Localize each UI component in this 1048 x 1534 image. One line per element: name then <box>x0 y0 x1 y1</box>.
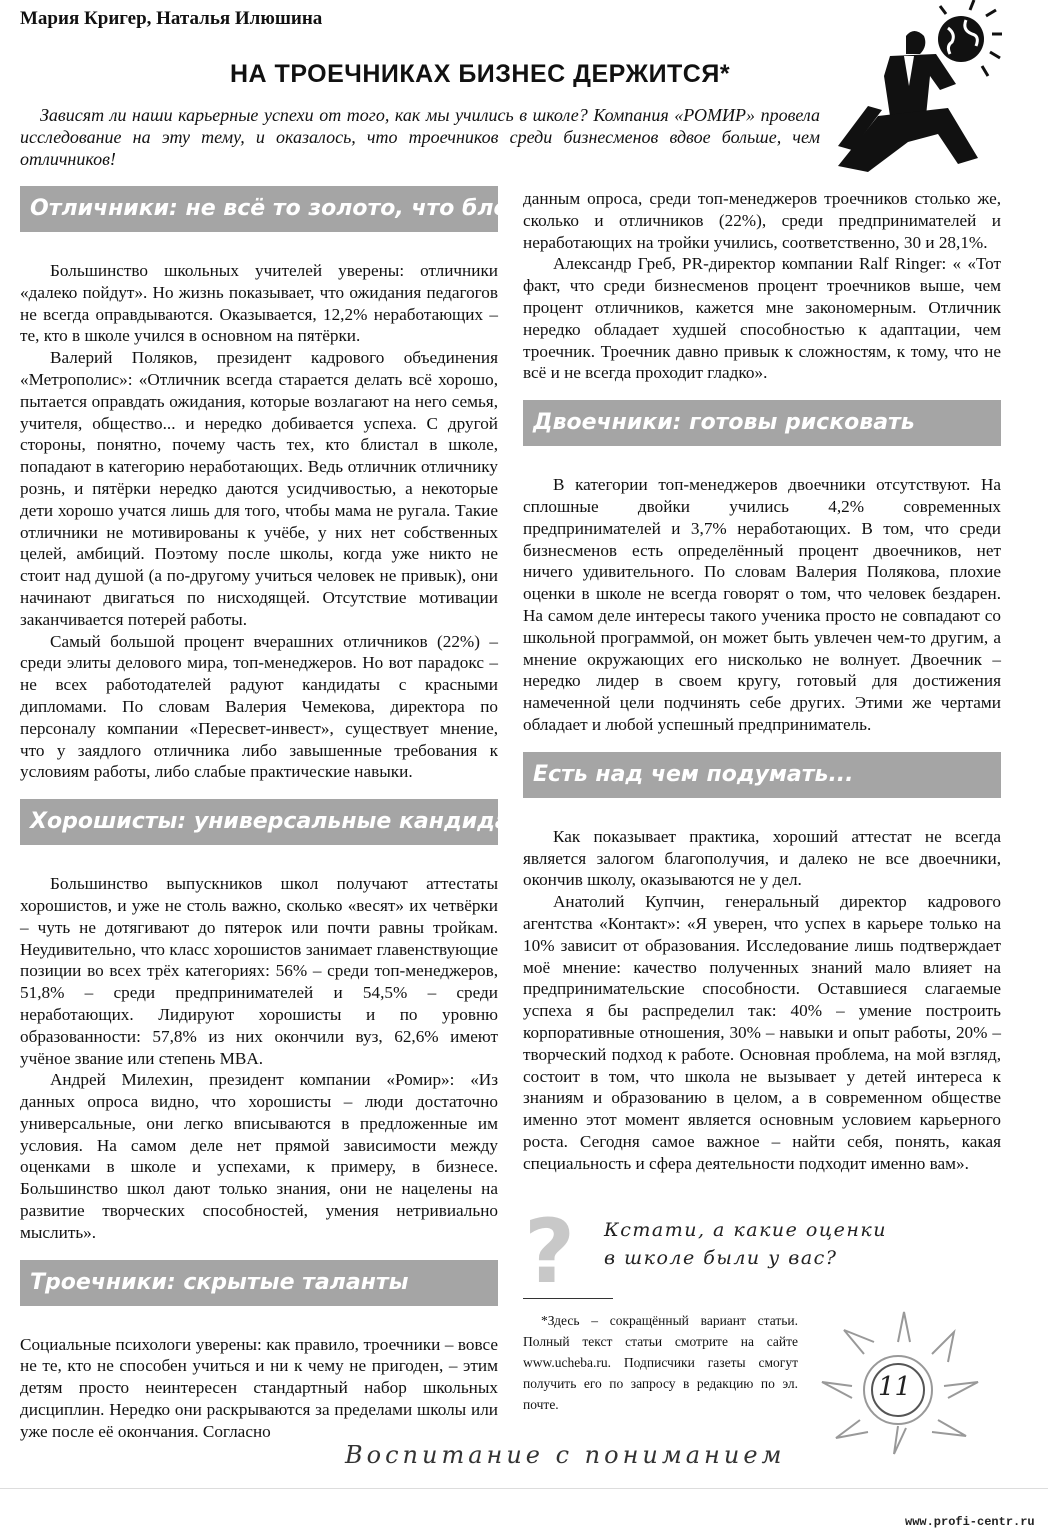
paragraph: Андрей Милехин, президент компании «Ромир»: «Из данных опроса видно, что хорошисты – люди достаточно универсальные, они легко вписываются в предложенные им условия. На самом деле нет прямой зависимости между оценками в школе и успехами, к примеру, в бизнесе. Большинство школ дают только знания, они не нацелены на развитие творческих способностей, умения нетривиально мыслить». <box>20 1070 498 1242</box>
section-heading-average: Троечники: скрытые таланты <box>20 1260 498 1306</box>
page-number: 11 <box>878 1372 912 1402</box>
column-left <box>20 186 563 1443</box>
authors: Мария Кригер, Наталья Илюшина <box>20 8 323 29</box>
paragraph: Александр Греб, PR-директор компании Ralf Ringer: « «Тот факт, что среди бизнесменов процент троечников выше, чем процент отличников, кажется мне закономерным. Отличник нередко обладает худшей способностью к адаптации, чем троечник. Троечник давно привык к сложностям, к тому, что не всё и не всегда проходит гладко». <box>523 254 1001 383</box>
paragraph: данным опроса, среди топ-менеджеров троечников столько же, сколько и отличников (22%), среди предпринимателей и неработающих на тройки учились, соответственно, 30 и 28,1%. <box>523 189 1001 252</box>
website-watermark: www.profi-centr.ru <box>905 1515 1035 1529</box>
paragraph: Социальные психологи уверены: как правило, троечники – вовсе не те, кто не способен учиться и ни к чему не пригоден, – этим детям просто неинтересен стандартный набор школьных дисциплин. Нередко они раскрываются за пределами школы или уже после её окончания. Согласно <box>20 1334 498 1441</box>
paragraph: Как показывает практика, хороший аттестат не всегда является залогом благополучия, и далеко не все двоечники, окончив школу, оказываются не у дел. <box>523 826 1001 890</box>
question-mark-icon: ? <box>524 1200 576 1303</box>
footnote-rule <box>523 1298 613 1299</box>
divider <box>0 1488 1048 1489</box>
paragraph: Большинство выпускников школ получают аттестаты хорошистов, и уже не столь важно, сколько «весят» их четвёрки – чуть не дотягивают до пятерок или почти равны тройкам. Неудивительно, что класс хорошистов занимает главенствующие позиции во всех трёх категориях: 56% – среди топ-менеджеров, 51,8% – среди предпринимателей и 54,5% – среди неработающих. Лидируют хорошисты и по уровню образованности: 57,8% из них окончили вуз, 62,6% имеют учёное звание или степень MBA. <box>20 874 498 1068</box>
section-heading-good: Хорошисты: универсальные кандидаты <box>20 799 498 845</box>
handwritten-line: Кстати, а какие оценки <box>604 1219 887 1241</box>
paragraph: Самый большой процент вчерашних отличников (22%) – среди элиты делового мира, топ-менеджеров. Но вот парадокс – не всех работодателей радуют кандидаты с красными дипломами. По словам Валерия Чемекова, директора по персоналу компании «Пересвет-инвест», существует мнение, что у заядлого отличника либо завышенные требования к условиям работы, либо слабые практические навыки. <box>20 631 498 782</box>
section-heading-poor: Двоечники: готовы рисковать <box>523 400 1001 446</box>
paragraph: Валерий Поляков, президент кадрового объединения «Метрополис»: «Отличник всегда старается делать всё хорошо, пытается оправдать ожидания, которые возлагают на него семья, учителя, общество... и нередко добивается успеха. С другой стороны, понятно, почему часть тех, кто блистал в школе, попадают в категорию неработающих. Ведь отличник отличнику рознь, и пятёрки нередко даются усидчивостью, а некоторые дети хорошо учатся лишь для того, чтобы мама не ругала. Такие отличники не мотивированы к учёбе, у них нет собственных целей, амбиций. Поэтому после школы, когда уже никто не стоит над душой (а по-другому учиться человек не привык), они начинают двигаться по нисходящей. Отсутствие мотивации заканчивается потерей работы. <box>20 348 498 629</box>
footnote: *Здесь – сокращённый вариант статьи. Полный текст статьи смотрите на сайте www.ucheba.ru. Подписчики газеты смогут получить его по запросу в редакцию по эл. почте. <box>523 1313 798 1412</box>
section-tagline: Воспитание с пониманием <box>345 1441 786 1469</box>
article-title: НА ТРОЕЧНИКАХ БИЗНЕС ДЕРЖИТСЯ* <box>230 60 731 88</box>
handwritten-question <box>604 1216 887 1272</box>
article-lead: Зависят ли наши карьерные успехи от того, как мы учились в школе? Компания «РОМИР» провела исследование на эту тему, и оказалось, что троечников среди бизнесменов вдвое больше, чем отличников! <box>20 105 820 169</box>
handwritten-line: в школе были у вас? <box>604 1247 838 1269</box>
section-heading-excellent: Отличники: не всё то золото, что блестит <box>20 186 498 232</box>
paragraph: Анатолий Купчин, генеральный директор кадрового агентства «Контакт»: «Я уверен, что успех в карьере только на 10% зависит от образования. Исследование лишь подтверждает моё мнение: качество полученных знаний мало влияет на предпринимательские способности. Оставшиеся слагаемые успеха я бы распределил так: 40% – умение построить корпоративные отношения, 30% – навыки и опыт работы, 20% – творческий подход к работе. Основная проблема, на мой взгляд, состоит в том, что школа не вызывает у детей интереса к знаниям и образованию в целом, а в современном обществе именно этот момент является основным условием карьерного роста. Сегодня самое важное – найти себя, понять, какая специальность и сфера деятельности подходит именно вам». <box>523 892 1001 1173</box>
paragraph: В категории топ-менеджеров двоечники отсутствуют. На сплошные двойки учились 4,2% современных предпринимателей и 3,7% неработающих. В том, что среди бизнесменов есть определённый процент двоечников, нет ничего удивительного. По словам Валерия Полякова, плохие оценки в школе не всегда говорят о том, что человек бездарен. На самом деле интересы такого ученика просто не совпадают со школьной программой, он может быть увлечен чем-то другим, а мнение окружающих его нисколько не волнует. Двоечник – нередко лидер в своем кругу, готовый для достижения намеченной цели подчинять себе других. Этими же чертами обладает и любой успешный предприниматель. <box>523 475 1001 734</box>
section-heading-think: Есть над чем подумать... <box>523 752 1001 798</box>
column-right <box>523 188 1001 1174</box>
businessman-globe-illustration <box>818 6 998 176</box>
paragraph: Большинство школьных учителей уверены: отличники «далеко пойдут». Но жизнь показывает, что ожидания педагогов не всегда оправдываются. Оказывается, 12,2% неработающих – те, кто в школе учился в основном на пятёрки. <box>20 261 498 346</box>
